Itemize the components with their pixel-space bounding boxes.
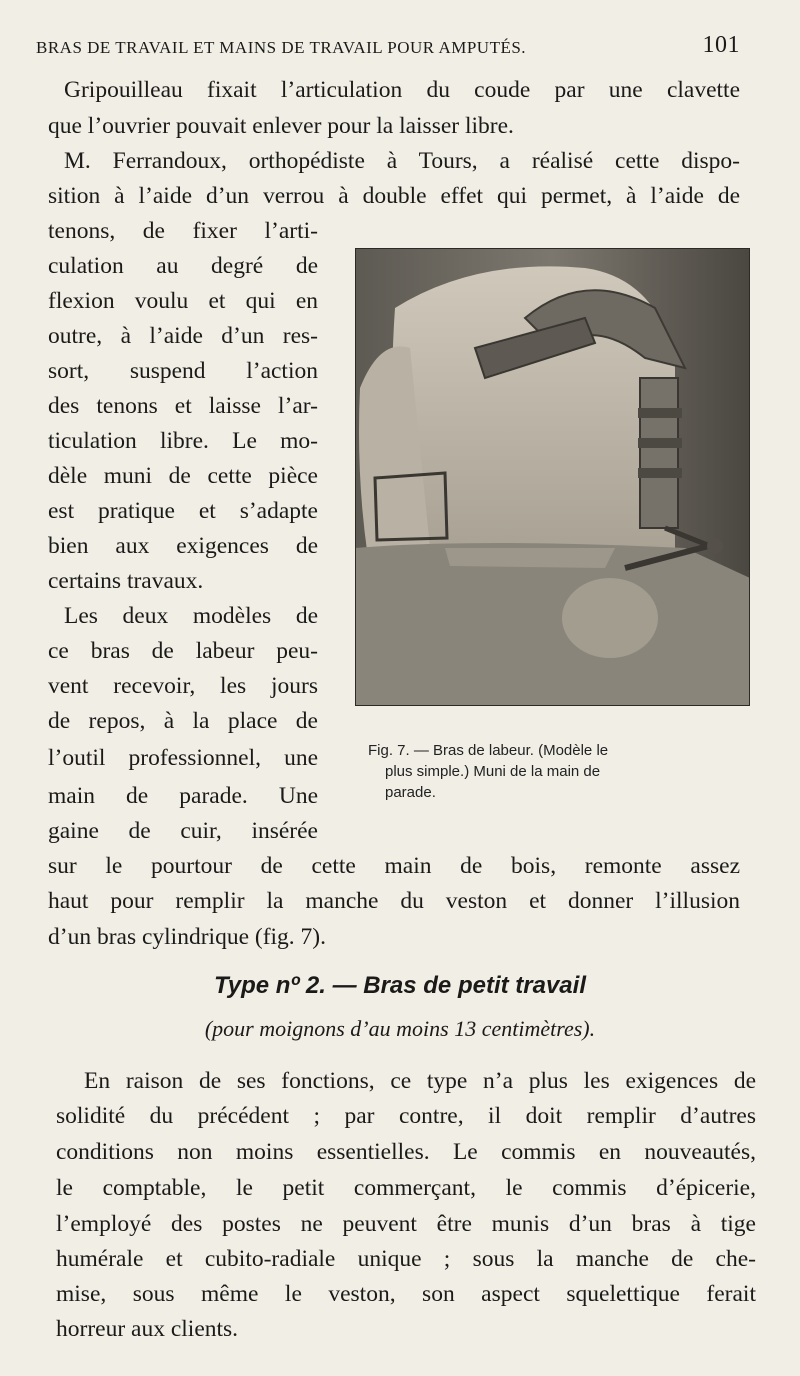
text-line: flexion voulu et qui en: [48, 288, 318, 314]
figure-photograph: [355, 248, 750, 706]
caption-line: plus simple.) Muni de la main de: [385, 763, 601, 780]
text-line: humérale et cubito-radiale unique ; sous la manche de che-: [56, 1246, 756, 1272]
text-line: En raison de ses fonctions, ce type n’a plus les exigences de: [84, 1068, 756, 1094]
text-line: que l’ouvrier pouvait enlever pour la laisser libre.: [48, 113, 514, 139]
page-number: 101: [702, 32, 740, 58]
text-line: culation au degré de: [48, 253, 318, 279]
caption-line: Fig. 7. — Bras de labeur. (Modèle le: [368, 742, 609, 759]
text-line: le comptable, le petit commerçant, le commis d’épicerie,: [56, 1175, 756, 1201]
text-line: dèle muni de cette pièce: [48, 463, 318, 489]
text-line: ticulation libre. Le mo-: [48, 428, 318, 454]
section-heading: Type nº 2. — Bras de petit travail: [214, 972, 586, 999]
text-line: l’outil professionnel, une: [48, 745, 318, 771]
text-line: main de parade. Une: [48, 783, 318, 809]
section-subheading: (pour moignons d’au moins 13 centimètres).: [204, 1016, 596, 1041]
text-line: outre, à l’aide d’un res-: [48, 323, 318, 349]
figure-caption: [368, 740, 753, 803]
text-line: haut pour remplir la manche du veston et donner l’illusion: [48, 888, 740, 914]
text-line: d’un bras cylindrique (fig. 7).: [48, 924, 327, 950]
text-line: horreur aux clients.: [56, 1316, 239, 1342]
text-line: ce bras de labeur peu-: [48, 638, 318, 664]
text-line: solidité du précédent ; par contre, il doit remplir d’autres: [56, 1103, 756, 1129]
text-line: est pratique et s’adapte: [48, 498, 318, 524]
text-line: sur le pourtour de cette main de bois, remonte assez: [48, 853, 740, 879]
text-line: tenons, de fixer l’arti-: [48, 218, 318, 244]
text-line: des tenons et laisse l’ar-: [48, 393, 318, 419]
caption-line: parade.: [385, 784, 436, 801]
text-line: mise, sous même le veston, son aspect squelettique ferait: [56, 1281, 756, 1307]
running-header: [36, 32, 740, 62]
text-line: sort, suspend l’action: [48, 358, 318, 384]
text-line: certains travaux.: [48, 568, 204, 594]
text-line: gaine de cuir, insérée: [48, 818, 318, 844]
text-line: Gripouilleau fixait l’articulation du coude par une clavette: [64, 77, 740, 103]
text-line: M. Ferrandoux, orthopédiste à Tours, a réalisé cette dispo-: [64, 148, 740, 174]
text-line: de repos, à la place de: [48, 708, 318, 734]
text-line: conditions non moins essentielles. Le commis en nouveautés,: [56, 1139, 756, 1165]
text-line: l’employé des postes ne peuvent être munis d’un bras à tige: [56, 1211, 756, 1237]
text-line: Les deux modèles de: [64, 603, 318, 629]
running-title: BRAS DE TRAVAIL ET MAINS DE TRAVAIL POUR AMPUTÉS.: [36, 38, 527, 57]
text-line: vent recevoir, les jours: [48, 673, 318, 699]
text-line: bien aux exigences de: [48, 533, 318, 559]
text-line: sition à l’aide d’un verrou à double effet qui permet, à l’aide de: [48, 183, 740, 209]
